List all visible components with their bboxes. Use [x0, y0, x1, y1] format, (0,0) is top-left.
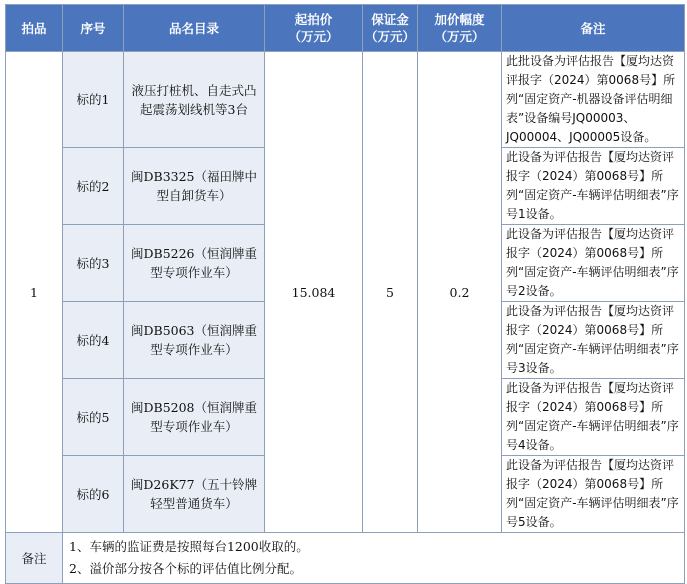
- lot-number: 1: [6, 52, 63, 533]
- deposit: 5: [363, 52, 418, 533]
- footer-row: [6, 533, 685, 584]
- row-catalog: 闽DB5063（恒润牌重型专项作业车）: [124, 302, 265, 379]
- header-deposit: 保证金 （万元）: [363, 5, 418, 52]
- row-remark: 此设备为评估报告【厦均达资评报字（2024）第0068号】所列“固定资产-车辆评估明细表”序号2设备。: [502, 225, 685, 302]
- row-catalog: 液压打桩机、自走式凸起震荡划线机等3台: [124, 52, 265, 148]
- header-remarks: 备注: [502, 5, 685, 52]
- footer-label: 备注: [6, 533, 63, 584]
- row-remark: 此设备为评估报告【厦均达资评报字（2024）第0068号】所列“固定资产-车辆评估明细表”序号4设备。: [502, 379, 685, 456]
- row-remark: 此设备为评估报告【厦均达资评报字（2024）第0068号】所列“固定资产-车辆评估明细表”序号3设备。: [502, 302, 685, 379]
- header-catalog: 品名目录: [124, 5, 265, 52]
- row-seq: 标的5: [63, 379, 124, 456]
- footer-note-1: 1、车辆的监证费是按照每台1200收取的。: [69, 539, 309, 554]
- table-row: [6, 52, 685, 148]
- row-seq: 标的1: [63, 52, 124, 148]
- row-catalog: 闽DB3325（福田牌中型自卸货车）: [124, 148, 265, 225]
- header-seq: 序号: [63, 5, 124, 52]
- row-seq: 标的2: [63, 148, 124, 225]
- row-seq: 标的4: [63, 302, 124, 379]
- header-row: [6, 5, 685, 52]
- row-remark: 此设备为评估报告【厦均达资评报字（2024）第0068号】所列“固定资产-车辆评估明细表”序号5设备。: [502, 456, 685, 533]
- footer-note-2: 2、溢价部分按各个标的评估值比例分配。: [69, 561, 302, 576]
- increment: 0.2: [418, 52, 502, 533]
- footer-notes: [63, 533, 685, 584]
- header-lot: 拍品: [6, 5, 63, 52]
- row-catalog: 闽DB5226（恒润牌重型专项作业车）: [124, 225, 265, 302]
- row-catalog: 闽DB5208（恒润牌重型专项作业车）: [124, 379, 265, 456]
- row-seq: 标的3: [63, 225, 124, 302]
- row-catalog: 闽D26K77（五十铃牌轻型普通货车）: [124, 456, 265, 533]
- row-seq: 标的6: [63, 456, 124, 533]
- row-remark: 此批设备为评估报告【厦均达资评报字（2024）第0068号】所列“固定资产-机器设备评估明细表”设备编号JQ00003、JQ00004、JQ00005设备。: [502, 52, 685, 148]
- auction-table: [5, 4, 685, 584]
- header-increment: 加价幅度 （万元）: [418, 5, 502, 52]
- start-price: 15.084: [265, 52, 363, 533]
- row-remark: 此设备为评估报告【厦均达资评报字（2024）第0068号】所列“固定资产-车辆评估明细表”序号1设备。: [502, 148, 685, 225]
- header-start-price: 起拍价 （万元）: [265, 5, 363, 52]
